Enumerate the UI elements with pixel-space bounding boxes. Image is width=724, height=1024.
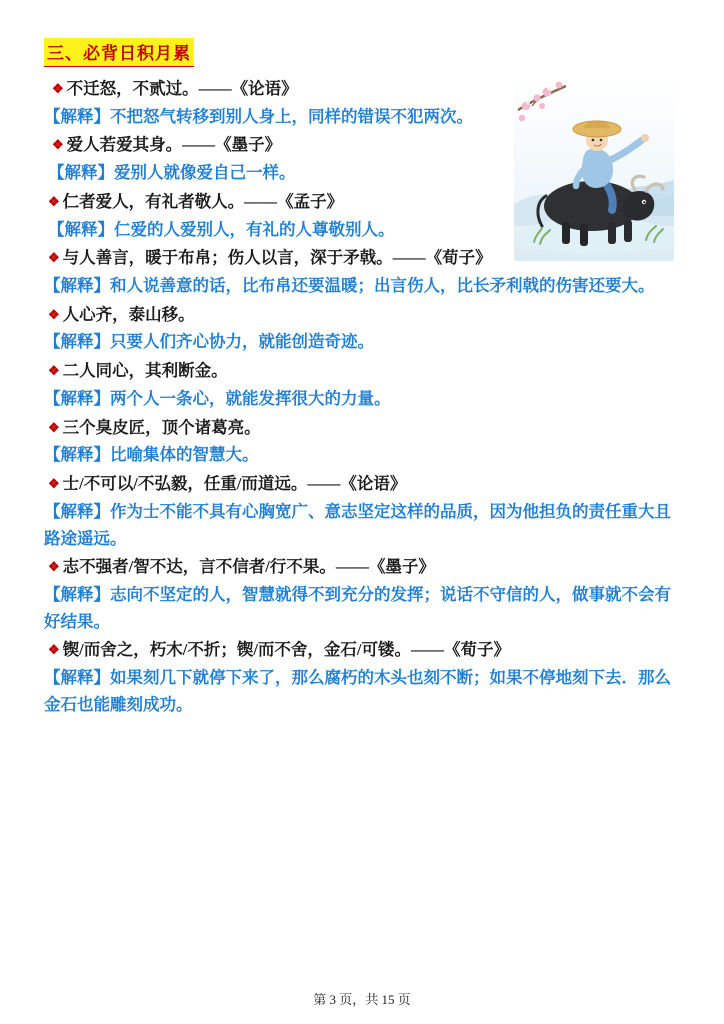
explain-tag: 【解释】 (44, 501, 110, 521)
explanation-text: 【解释】只要人们齐心协力，就能创造奇迹。 (44, 332, 374, 352)
quote-text: ❖ 三个臭皮匠，顶个诸葛亮。 (48, 417, 261, 437)
diamond-bullet-icon: ❖ (48, 559, 60, 575)
quote-text: ❖ 二人同心，其利断金。 (48, 361, 228, 381)
explain-tag: 【解释】 (44, 445, 110, 465)
quote-text: ❖ 爱人若爱其身。——《墨子》 (52, 135, 282, 155)
explanation-text: 【解释】作为士不能不具有心胸宽广、意志坚定这样的品质，因为他担负的责任重大且路途遥远。 (44, 501, 671, 548)
boy-riding-ox-icon (514, 76, 674, 261)
illustration-wrapper (514, 76, 674, 261)
explain-tag: 【解释】 (44, 276, 110, 296)
explanation-text: 【解释】不把怒气转移到别人身上，同样的错误不犯两次。 (44, 106, 473, 126)
entry-7 (44, 415, 680, 469)
quote-text: ❖ 不迁怒，不贰过。——《论语》 (52, 79, 298, 98)
entry-10 (44, 637, 680, 718)
diamond-bullet-icon: ❖ (48, 306, 60, 322)
explain-tag: 【解释】 (44, 332, 110, 352)
entry-5 (44, 302, 680, 356)
diamond-bullet-icon: ❖ (48, 476, 60, 492)
diamond-bullet-icon: ❖ (48, 642, 60, 658)
entry-6 (44, 358, 680, 412)
explanation-text: 【解释】爱别人就像爱自己一样。 (48, 163, 296, 183)
explanation-text: 【解释】如果刻几下就停下来了，那么腐朽的木头也刻不断；如果不停地刻下去．那么金石也能雕刻成功。 (44, 668, 671, 714)
document-body (44, 76, 680, 719)
explanation-text: 【解释】志向不坚定的人，智慧就得不到充分的发挥；说话不守信的人，做事就不会有好结果。 (44, 584, 671, 631)
diamond-bullet-icon: ❖ (52, 137, 64, 153)
diamond-bullet-icon: ❖ (48, 363, 60, 379)
explanation-text: 【解释】和人说善意的话，比布帛还要温暖；出言伤人，比长矛利戟的伤害还要大。 (44, 276, 655, 296)
explain-tag: 【解释】 (44, 106, 110, 126)
entry-9 (44, 554, 680, 635)
explain-tag: 【解释】 (44, 388, 110, 408)
diamond-bullet-icon: ❖ (48, 419, 60, 435)
explanation-text: 【解释】比喻集体的智慧大。 (44, 445, 259, 465)
quote-text: ❖ 锲/而舍之，朽木/不折；锲/而不舍，金石/可镂。——《荀子》 (48, 640, 510, 660)
quote-text: ❖ 志不强者/智不达，言不信者/行不果。——《墨子》 (48, 557, 435, 577)
diamond-bullet-icon: ❖ (48, 193, 60, 209)
diamond-bullet-icon: ❖ (48, 250, 60, 266)
explain-tag: 【解释】 (48, 219, 114, 239)
diamond-bullet-icon: ❖ (52, 81, 64, 96)
explain-tag: 【解释】 (48, 163, 114, 183)
explanation-text: 【解释】两个人一条心，就能发挥很大的力量。 (44, 388, 391, 408)
page-footer: 第 3 页，共 15 页 (313, 992, 411, 1007)
quote-text: ❖ 人心齐，泰山移。 (48, 304, 195, 324)
section-title: 三、必背日积月累 (44, 38, 194, 67)
quote-text: ❖ 仁者爱人，有礼者敬人。——《孟子》 (48, 191, 344, 211)
explain-tag: 【解释】 (44, 584, 110, 604)
explain-tag: 【解释】 (44, 668, 110, 688)
quote-text: ❖ 士/不可以/不弘毅，任重/而道远。——《论语》 (48, 474, 407, 494)
explanation-text: 【解释】仁爱的人爱别人，有礼的人尊敬别人。 (48, 219, 395, 239)
entry-8 (44, 471, 680, 552)
quote-text: ❖ 与人善言，暖于布帛；伤人以言，深于矛戟。——《荀子》 (48, 248, 492, 268)
